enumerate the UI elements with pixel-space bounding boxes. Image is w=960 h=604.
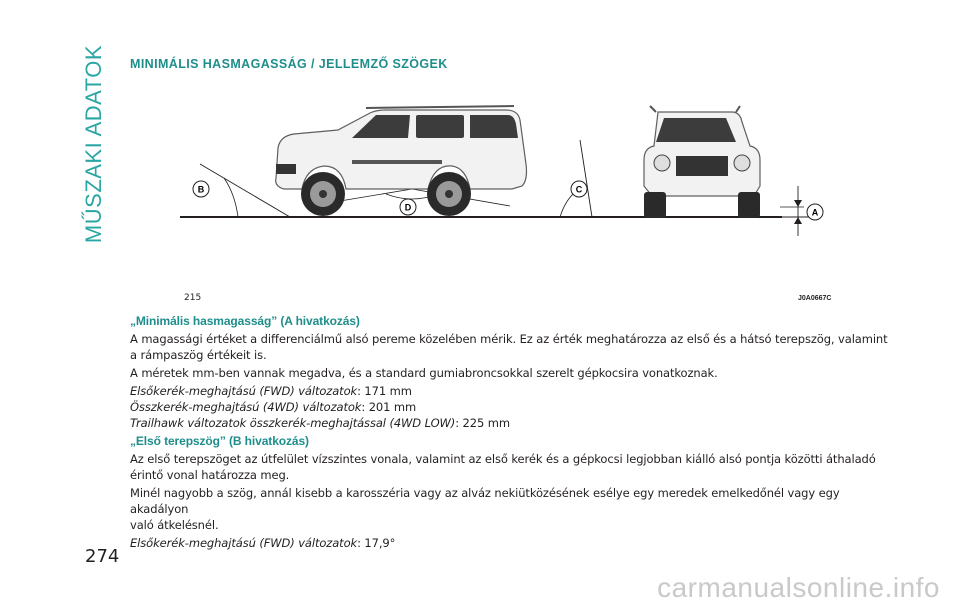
clearance-arrow-bottom bbox=[794, 217, 802, 224]
spec-4wd-clearance-value: : 201 mm bbox=[361, 400, 417, 414]
heading-ground-clearance: „Minimális hasmagasság” (A hivatkozás) bbox=[130, 314, 360, 328]
paragraph-approach-2: Minél nagyobb a szög, annál kisebb a karosszéria vagy az alváz nekiütközésének esélye egy meredek emelkedőnél vagy egy akadályon bbox=[130, 486, 840, 516]
callout-d-label: D bbox=[404, 202, 412, 213]
page-number: 274 bbox=[85, 546, 120, 567]
spec-fwd-approach bbox=[130, 535, 890, 551]
side-tab-label: MŰSZAKI ADATOK bbox=[81, 44, 106, 244]
vehicle-front-view bbox=[644, 106, 760, 218]
paragraph-clearance-1-cont: a rámpaszög értékeit is. bbox=[130, 348, 267, 362]
departure-angle-line bbox=[580, 140, 592, 217]
body-text bbox=[130, 311, 890, 551]
spec-fwd-clearance bbox=[130, 383, 890, 399]
spec-4wd-clearance-label: Összkerék-meghajtású (4WD) változatok bbox=[130, 400, 362, 414]
callout-d bbox=[400, 199, 416, 215]
vehicle-diagram bbox=[180, 86, 840, 306]
paragraph-clearance-1: A magassági értéket a differenciálmű alsó pereme közelében mérik. Ez az érték meghatározza az első és a hátsó terepszög, valamint bbox=[130, 332, 888, 346]
heading-approach-angle: „Első terepszög” (B hivatkozás) bbox=[130, 434, 309, 448]
paragraph-dimensions-note: A méretek mm-ben vannak megadva, és a standard gumiabroncsokkal szerelt gépkocsira vonatkoznak. bbox=[130, 366, 718, 380]
spec-fwd-approach-label: Elsőkerék-meghajtású (FWD) változatok bbox=[130, 536, 358, 550]
clearance-arrow-top bbox=[794, 200, 802, 207]
paragraph-approach-1-cont: érintő vonal határozza meg. bbox=[130, 468, 290, 482]
spec-trailhawk-clearance bbox=[130, 415, 890, 431]
callout-a-label: A bbox=[811, 207, 819, 218]
vehicle-side-view bbox=[276, 106, 527, 216]
callout-c bbox=[571, 181, 587, 197]
paragraph-approach-1: Az első terepszöget az útfelület vízszintes vonala, valamint az első kerék és a gépkocsi legjobban kiálló alsó pontja közötti áthaladó bbox=[130, 452, 876, 466]
spec-fwd-clearance-label: Elsőkerék-meghajtású (FWD) változatok bbox=[130, 384, 358, 398]
callout-a bbox=[807, 204, 823, 220]
figure-number: 215 bbox=[184, 293, 202, 303]
spec-trailhawk-clearance-value: : 225 mm bbox=[455, 416, 510, 430]
paragraph-approach-2-cont: való átkelésnél. bbox=[130, 518, 219, 532]
spec-4wd-clearance bbox=[130, 399, 890, 415]
section-title: MINIMÁLIS HASMAGASSÁG / JELLEMZŐ SZÖGEK bbox=[130, 57, 448, 71]
clearance-angles-figure bbox=[180, 86, 840, 306]
spec-fwd-approach-value: : 17,9° bbox=[357, 536, 396, 550]
spec-fwd-clearance-value: : 171 mm bbox=[357, 384, 412, 398]
callout-b-label: B bbox=[197, 184, 205, 195]
spec-trailhawk-clearance-label: Trailhawk változatok összkerék-meghajtással (4WD LOW) bbox=[130, 416, 456, 430]
watermark: carmanualsonline.info bbox=[657, 572, 940, 603]
callout-b bbox=[193, 181, 209, 197]
approach-angle-arc bbox=[224, 178, 238, 217]
section-side-tab bbox=[80, 44, 108, 244]
callout-c-label: C bbox=[575, 184, 583, 195]
figure-code: J0A0667C bbox=[798, 295, 832, 302]
